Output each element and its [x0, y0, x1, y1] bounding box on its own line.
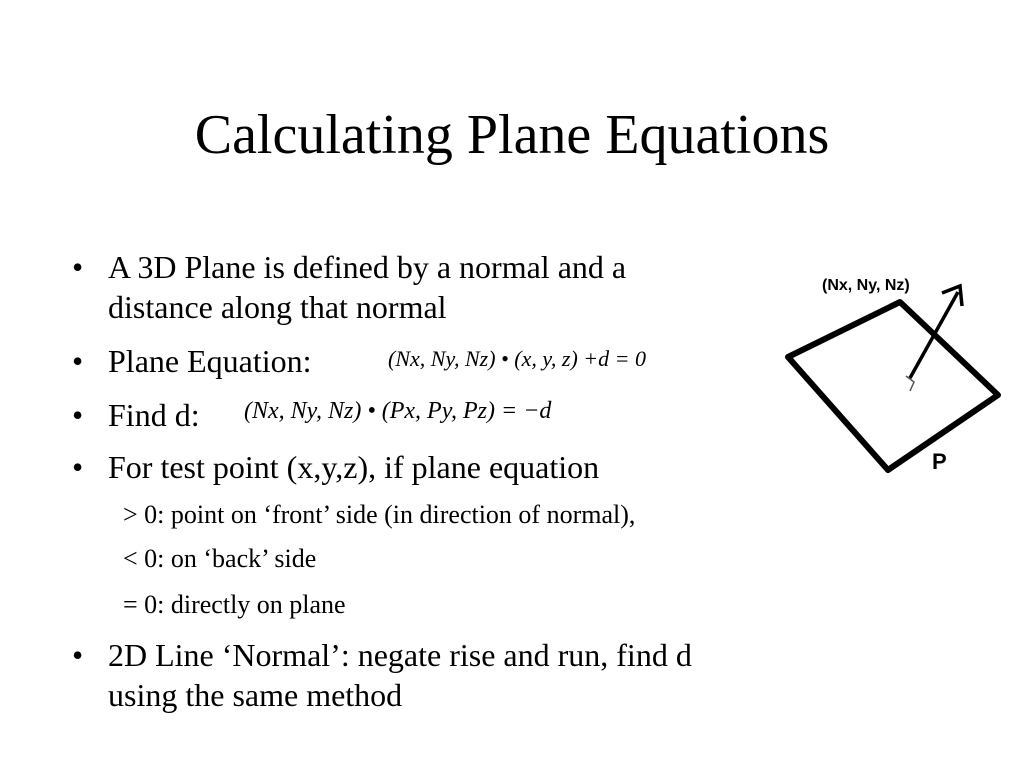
find-d-formula: (Nx, Ny, Nz) • (Px, Py, Pz) = −d — [244, 398, 552, 424]
point-p-label: P — [932, 449, 947, 474]
normal-arrow-shaft — [910, 292, 958, 378]
bullet-text-line2: distance along that normal — [108, 289, 447, 325]
plane-equation-formula: (Nx, Ny, Nz) • (x, y, z) +d = 0 — [388, 346, 646, 371]
bullet-text-line1: 2D Line ‘Normal’: negate rise and run, find d — [108, 637, 692, 673]
bullet-dot: • — [72, 249, 84, 285]
bullet-dot: • — [72, 637, 84, 673]
sub-bullet-back: < 0: on ‘back’ side — [123, 544, 317, 573]
normal-label: (Nx, Ny, Nz) — [822, 277, 910, 294]
bullet-text-line2: using the same method — [108, 677, 403, 713]
bullet-dot: • — [72, 397, 84, 433]
bullet-text-line1: A 3D Plane is defined by a normal and a — [108, 249, 627, 285]
bullet-text: Plane Equation: — [108, 343, 312, 379]
bullet-dot: • — [72, 449, 84, 485]
bullet-text: Find d: — [108, 397, 200, 433]
bullet-text: For test point (x,y,z), if plane equation — [108, 449, 600, 485]
plane-normal-diagram — [770, 262, 1010, 482]
sub-bullet-on-plane: = 0: directly on plane — [123, 590, 346, 619]
sub-bullet-front: > 0: point on ‘front’ side (in direction of normal), — [123, 500, 636, 529]
slide-title: Calculating Plane Equations — [194, 104, 830, 166]
right-angle-marker — [906, 376, 914, 391]
plane-quad — [788, 302, 998, 470]
bullet-dot: • — [72, 343, 84, 379]
